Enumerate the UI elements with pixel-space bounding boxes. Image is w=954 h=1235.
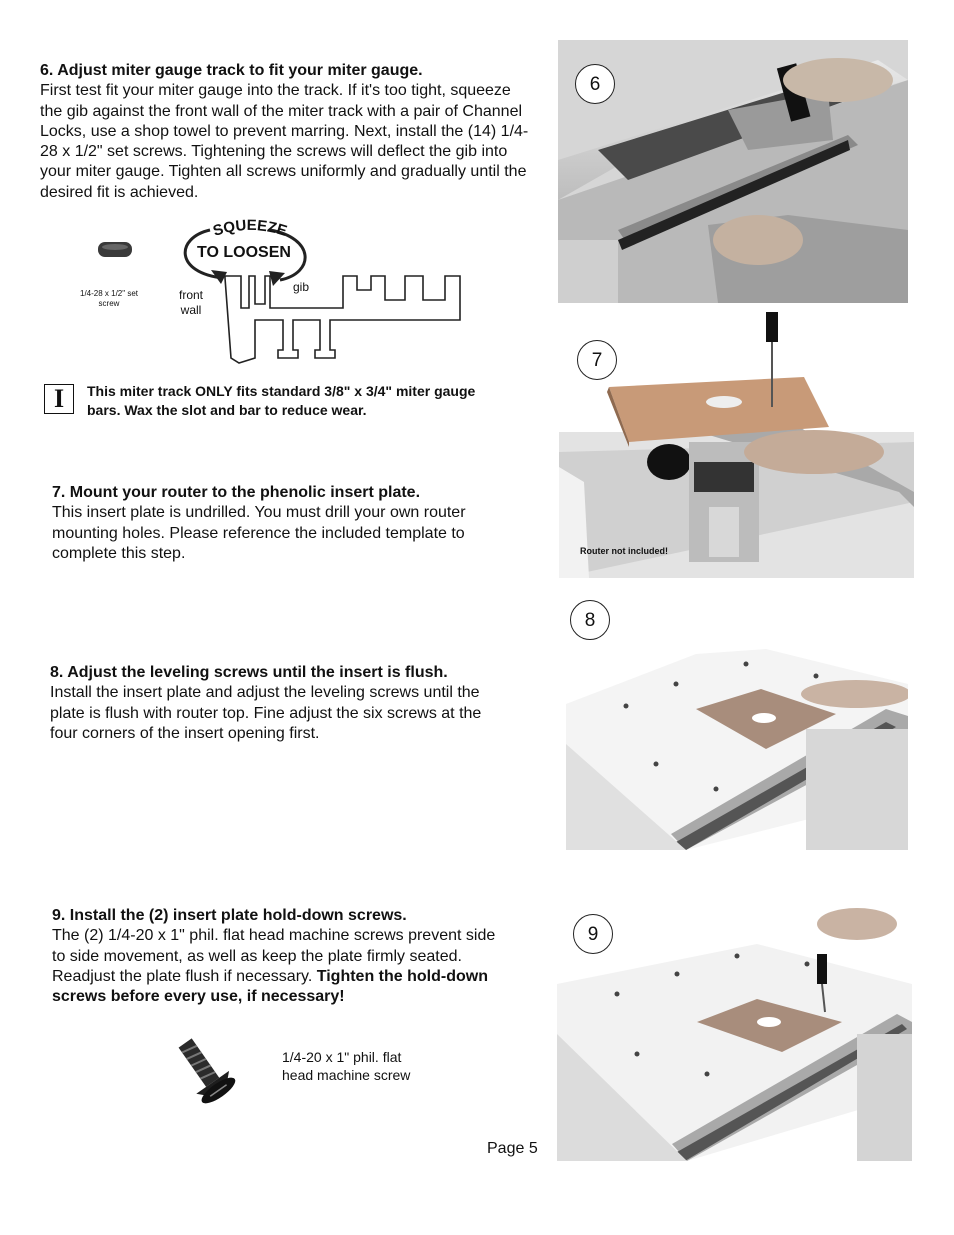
step8-body: Install the insert plate and adjust the leveling screws until the plate is flush with router top. Fine adjust the six screws at the four corners of the insert opening first. — [50, 684, 482, 742]
step7-title: 7. Mount your router to the phenolic insert plate. — [52, 484, 421, 501]
step8-badge: 8 — [570, 600, 610, 640]
router-caption: Router not included! — [580, 546, 668, 556]
gib-label: gib — [293, 280, 310, 294]
info-note-text: This miter track ONLY fits standard 3/8" x 3/4" miter gauge bars. Wax the slot and bar to reduce wear. — [87, 383, 476, 418]
page-number: Page 5 — [487, 1140, 538, 1157]
step9-body: The (2) 1/4-20 x 1" phil. flat head machine screws prevent side to side movement, as well as keep the plate firmly seated. Readjust the plate flush if necessary. — [52, 927, 496, 985]
info-icon: I — [44, 384, 74, 414]
step6-body: First test fit your miter gauge into the track. If it's too tight, squeeze the gib against the front wall of the miter track with a pair of Channel Locks, use a shop towel to prevent marring. Next, install the (14) 1/4-28 x 1/2" set screws. Tightening the screws will deflect the gib into your miter gauge. Tighten all screws uniformly and gradually until the desired fit is achieved. — [40, 82, 529, 201]
set-screw-label: 1/4-28 x 1/2" set screw — [80, 289, 138, 308]
step9-text — [52, 906, 502, 1007]
step6-text — [40, 61, 530, 203]
set-screw-icon — [98, 241, 132, 258]
step8-title: 8. Adjust the leveling screws until the insert is flush. — [50, 664, 448, 681]
to-loosen-label: TO LOOSEN — [197, 244, 291, 261]
step7-badge: 7 — [577, 340, 617, 380]
step8-photo — [566, 594, 908, 850]
step9-title: 9. Install the (2) insert plate hold-down screws. — [52, 907, 407, 924]
front-wall-label: front wall — [178, 288, 203, 317]
squeeze-label: SQUEEZE — [211, 216, 289, 240]
step9-badge: 9 — [573, 914, 613, 954]
step6-title: 6. Adjust miter gauge track to fit your miter gauge. — [40, 62, 423, 79]
step7-text — [52, 483, 492, 564]
step7-body: This insert plate is undrilled. You must drill your own router mounting holes. Please reference the included template to complete this step. — [52, 504, 466, 562]
machine-screw-icon — [163, 1032, 243, 1112]
squeeze-label-container — [200, 216, 300, 242]
machine-screw-label: 1/4-20 x 1" phil. flat head machine screw — [282, 1049, 411, 1083]
svg-text:SQUEEZE — [211, 217, 289, 240]
step6-badge: 6 — [575, 64, 615, 104]
step8-text — [50, 663, 500, 744]
step9-body-bold: Tighten the hold-down screws before every use, if necessary! — [52, 967, 488, 1006]
